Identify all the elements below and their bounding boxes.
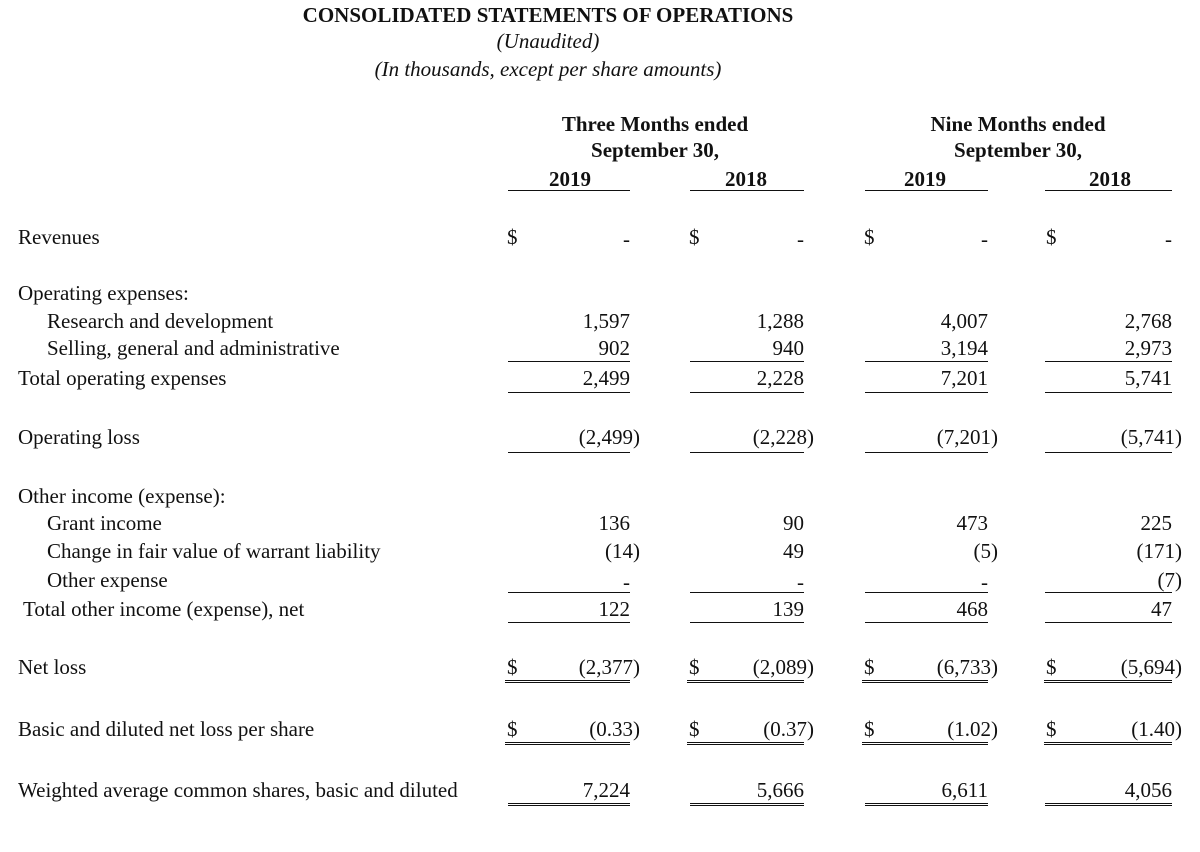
row-label-net-loss: Net loss bbox=[18, 655, 87, 679]
cell-eps-9m-2019: (1.02) bbox=[947, 717, 998, 741]
double-underline bbox=[687, 742, 804, 745]
subtotal-rule bbox=[1045, 361, 1172, 362]
cell-shares-q3-2018: 5,666 bbox=[756, 778, 804, 802]
row-label-eps: Basic and diluted net loss per share bbox=[18, 717, 315, 741]
cell-rd-9m-2018: 2,768 bbox=[1124, 309, 1172, 333]
cell-shares-9m-2019: 6,611 bbox=[941, 778, 988, 802]
row-label-sga: Selling, general and administrative bbox=[47, 336, 340, 360]
subtotal-rule bbox=[690, 592, 804, 593]
cell-otherexp-q3-2019: - bbox=[623, 570, 630, 594]
row-label-grant-income: Grant income bbox=[47, 511, 162, 535]
row-label-operating-loss: Operating loss bbox=[18, 425, 140, 449]
double-underline bbox=[1044, 680, 1172, 683]
currency-symbol: $ bbox=[507, 655, 518, 679]
section-label-other-income: Other income (expense): bbox=[18, 484, 226, 508]
row-label-warrant-change: Change in fair value of warrant liability bbox=[47, 539, 381, 563]
total-rule bbox=[865, 452, 988, 453]
statement-units: (In thousands, except per share amounts) bbox=[374, 57, 722, 81]
double-underline bbox=[505, 742, 630, 745]
cell-revenues-q3-2018: - bbox=[797, 227, 804, 251]
double-underline bbox=[508, 803, 630, 806]
cell-netloss-q3-2018: (2,089) bbox=[752, 655, 814, 679]
double-underline bbox=[862, 680, 988, 683]
cell-rd-q3-2019: 1,597 bbox=[582, 309, 630, 333]
currency-symbol: $ bbox=[689, 655, 700, 679]
subtotal-rule bbox=[865, 592, 988, 593]
currency-symbol: $ bbox=[864, 655, 875, 679]
nine-months-header-line1: Nine Months ended bbox=[930, 112, 1106, 136]
statement-subtitle: (Unaudited) bbox=[496, 29, 600, 53]
header-underline bbox=[865, 190, 988, 191]
cell-revenues-9m-2019: - bbox=[981, 227, 988, 251]
cell-eps-q3-2019: (0.33) bbox=[589, 717, 640, 741]
cell-totalother-9m-2018: 47 bbox=[1151, 597, 1172, 621]
header-underline bbox=[690, 190, 804, 191]
double-underline bbox=[1045, 803, 1172, 806]
row-label-research-development: Research and development bbox=[47, 309, 274, 333]
double-underline bbox=[862, 742, 988, 745]
row-label-other-expense: Other expense bbox=[47, 568, 168, 592]
cell-totalother-q3-2018: 139 bbox=[772, 597, 804, 621]
row-label-revenues: Revenues bbox=[18, 225, 100, 249]
cell-otherexp-q3-2018: - bbox=[797, 570, 804, 594]
currency-symbol: $ bbox=[507, 717, 518, 741]
total-rule bbox=[690, 622, 804, 623]
subtotal-rule bbox=[865, 361, 988, 362]
cell-total-opex-q3-2018: 2,228 bbox=[756, 366, 804, 390]
double-underline bbox=[687, 680, 804, 683]
header-underline bbox=[508, 190, 630, 191]
cell-eps-q3-2018: (0.37) bbox=[763, 717, 814, 741]
cell-sga-q3-2018: 940 bbox=[772, 336, 804, 360]
cell-grant-9m-2019: 473 bbox=[956, 511, 988, 535]
total-rule bbox=[865, 622, 988, 623]
currency-symbol: $ bbox=[689, 225, 700, 249]
cell-totalother-q3-2019: 122 bbox=[598, 597, 630, 621]
statement-title: CONSOLIDATED STATEMENTS OF OPERATIONS bbox=[302, 3, 794, 27]
three-months-year-2018: 2018 bbox=[725, 167, 767, 191]
cell-oploss-q3-2018: (2,228) bbox=[752, 425, 814, 449]
cell-shares-9m-2018: 4,056 bbox=[1124, 778, 1172, 802]
total-rule bbox=[1045, 452, 1172, 453]
cell-grant-9m-2018: 225 bbox=[1140, 511, 1172, 535]
nine-months-header-line2: September 30, bbox=[954, 138, 1082, 162]
currency-symbol: $ bbox=[864, 717, 875, 741]
subtotal-rule bbox=[508, 592, 630, 593]
double-underline bbox=[1044, 742, 1172, 745]
cell-netloss-q3-2019: (2,377) bbox=[578, 655, 640, 679]
currency-symbol: $ bbox=[1046, 717, 1057, 741]
cell-revenues-9m-2018: - bbox=[1165, 227, 1172, 251]
cell-sga-9m-2019: 3,194 bbox=[940, 336, 988, 360]
total-rule bbox=[508, 392, 630, 393]
nine-months-year-2018: 2018 bbox=[1089, 167, 1131, 191]
total-rule bbox=[508, 622, 630, 623]
cell-oploss-9m-2019: (7,201) bbox=[936, 425, 998, 449]
row-label-total-operating-expenses: Total operating expenses bbox=[18, 366, 227, 390]
total-rule bbox=[865, 392, 988, 393]
cell-revenues-q3-2019: - bbox=[623, 227, 630, 251]
cell-warrant-9m-2019: (5) bbox=[973, 539, 998, 563]
three-months-header-line2: September 30, bbox=[591, 138, 719, 162]
cell-oploss-q3-2019: (2,499) bbox=[578, 425, 640, 449]
currency-symbol: $ bbox=[1046, 225, 1057, 249]
cell-grant-q3-2018: 90 bbox=[783, 511, 804, 535]
cell-warrant-q3-2019: (14) bbox=[605, 539, 640, 563]
cell-netloss-9m-2018: (5,694) bbox=[1120, 655, 1182, 679]
header-underline bbox=[1045, 190, 1172, 191]
section-label-operating-expenses: Operating expenses: bbox=[18, 281, 189, 305]
subtotal-rule bbox=[1045, 592, 1172, 593]
double-underline bbox=[865, 803, 988, 806]
cell-sga-9m-2018: 2,973 bbox=[1124, 336, 1172, 360]
double-underline bbox=[505, 680, 630, 683]
currency-symbol: $ bbox=[864, 225, 875, 249]
cell-shares-q3-2019: 7,224 bbox=[582, 778, 630, 802]
cell-otherexp-9m-2018: (7) bbox=[1157, 568, 1182, 592]
total-rule bbox=[1045, 392, 1172, 393]
currency-symbol: $ bbox=[1046, 655, 1057, 679]
currency-symbol: $ bbox=[689, 717, 700, 741]
cell-total-opex-9m-2019: 7,201 bbox=[940, 366, 988, 390]
cell-otherexp-9m-2019: - bbox=[981, 570, 988, 594]
cell-rd-9m-2019: 4,007 bbox=[940, 309, 988, 333]
three-months-year-2019: 2019 bbox=[549, 167, 591, 191]
cell-total-opex-9m-2018: 5,741 bbox=[1124, 366, 1172, 390]
total-rule bbox=[690, 392, 804, 393]
subtotal-rule bbox=[690, 361, 804, 362]
three-months-header-line1: Three Months ended bbox=[561, 112, 749, 136]
cell-sga-q3-2019: 902 bbox=[598, 336, 630, 360]
cell-grant-q3-2019: 136 bbox=[598, 511, 630, 535]
nine-months-year-2019: 2019 bbox=[904, 167, 946, 191]
cell-warrant-9m-2018: (171) bbox=[1136, 539, 1182, 563]
currency-symbol: $ bbox=[507, 225, 518, 249]
subtotal-rule bbox=[508, 361, 630, 362]
cell-eps-9m-2018: (1.40) bbox=[1131, 717, 1182, 741]
cell-totalother-9m-2019: 468 bbox=[956, 597, 988, 621]
cell-netloss-9m-2019: (6,733) bbox=[936, 655, 998, 679]
cell-rd-q3-2018: 1,288 bbox=[756, 309, 804, 333]
row-label-total-other: Total other income (expense), net bbox=[23, 597, 305, 621]
cell-warrant-q3-2018: 49 bbox=[783, 539, 804, 563]
double-underline bbox=[690, 803, 804, 806]
total-rule bbox=[508, 452, 630, 453]
total-rule bbox=[690, 452, 804, 453]
row-label-weighted-shares: Weighted average common shares, basic and diluted bbox=[18, 778, 458, 802]
cell-oploss-9m-2018: (5,741) bbox=[1120, 425, 1182, 449]
total-rule bbox=[1045, 622, 1172, 623]
cell-total-opex-q3-2019: 2,499 bbox=[582, 366, 630, 390]
